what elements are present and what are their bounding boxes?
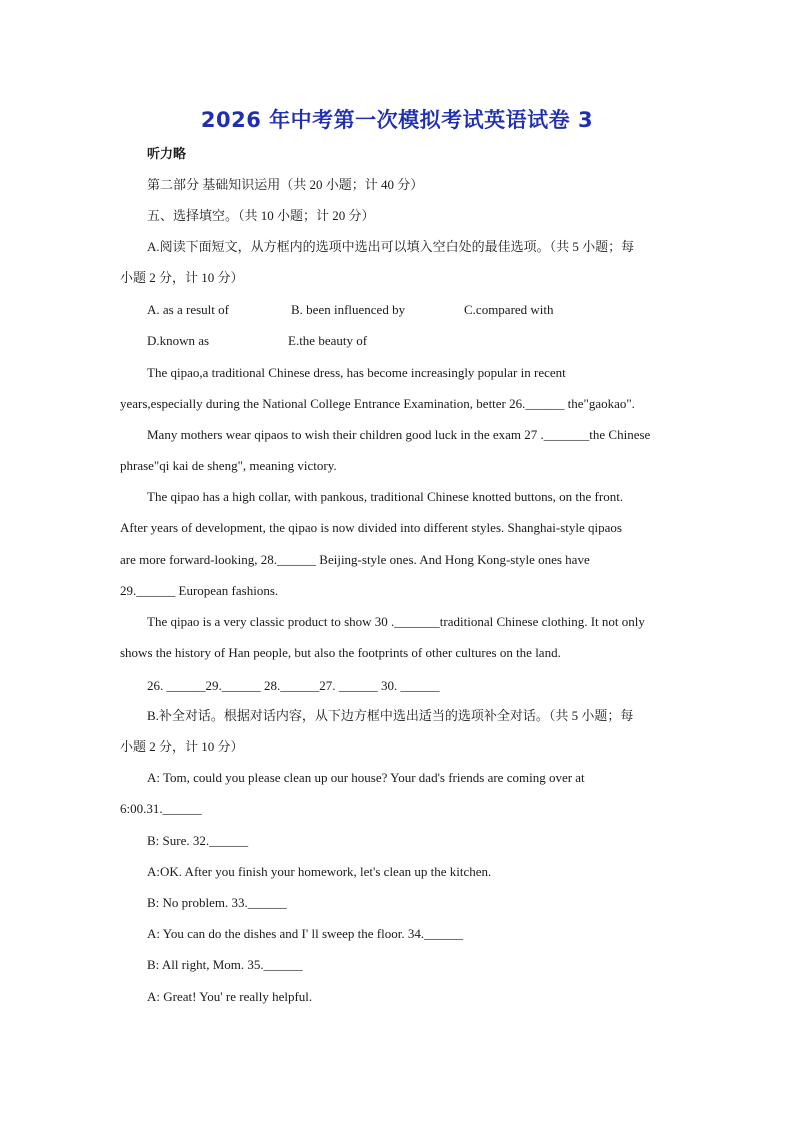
option-b: B. been influenced by: [291, 302, 406, 317]
option-c: C.compared with: [464, 302, 554, 317]
section-b-instruction-2: 小题 2 分，计 10 分）: [120, 739, 244, 754]
passage-line: After years of development, the qipao is now divided into different styles. Shanghai-style qipaos: [120, 520, 622, 535]
passage-line: phrase"qi kai de sheng", meaning victory.: [120, 458, 337, 473]
dialogue-line: A:OK. After you finish your homework, let's clean up the kitchen.: [147, 864, 492, 879]
part2-heading: 第二部分 基础知识运用（共 20 小题；计 40 分）: [147, 177, 424, 192]
passage-line: are more forward-looking, 28.______ Beijing-style ones. And Hong Kong-style ones have: [120, 552, 590, 567]
listening-note: 听力略: [147, 146, 187, 161]
dialogue-line: B: All right, Mom. 35.______: [147, 957, 303, 972]
section-b-instruction-1: B.补全对话。根据对话内容，从下边方框中选出适当的选项补全对话。（共 5 小题；每: [147, 708, 634, 723]
passage-line: The qipao is a very classic product to show 30 ._______traditional Chinese clothing. It not only: [147, 614, 645, 629]
option-e: E.the beauty of: [288, 333, 368, 348]
section5-heading: 五、选择填空。（共 10 小题；计 20 分）: [147, 208, 375, 223]
answer-blanks: 26. ______29.______ 28.______27. ______ 30. ______: [147, 678, 440, 693]
page-title: 2026 年中考第一次模拟考试英语试卷 3: [200, 108, 594, 132]
dialogue-line: B: No problem. 33.______: [147, 895, 287, 910]
passage-line: years,especially during the National College Entrance Examination, better 26.______ the"gaokao".: [120, 396, 635, 411]
passage-line: Many mothers wear qipaos to wish their children good luck in the exam 27 ._______the Chinese: [147, 427, 651, 442]
section-a-instruction-1: A.阅读下面短文，从方框内的选项中选出可以填入空白处的最佳选项。（共 5 小题；每: [147, 239, 635, 254]
dialogue-line: A: Tom, could you please clean up our house? Your dad's friends are coming over at: [147, 770, 585, 785]
passage-line: The qipao,a traditional Chinese dress, has become increasingly popular in recent: [147, 365, 566, 380]
passage-line: The qipao has a high collar, with pankous, traditional Chinese knotted buttons, on the front.: [147, 489, 624, 504]
section-a-instruction-2: 小题 2 分，计 10 分）: [120, 270, 244, 285]
option-a: A. as a result of: [147, 302, 229, 317]
dialogue-line: B: Sure. 32.______: [147, 833, 249, 848]
option-d: D.known as: [147, 333, 210, 348]
dialogue-line: A: You can do the dishes and I' ll sweep the floor. 34.______: [147, 926, 464, 941]
passage-line: shows the history of Han people, but also the footprints of other cultures on the land.: [120, 645, 561, 660]
dialogue-line: A: Great! You' re really helpful.: [147, 989, 313, 1004]
passage-line: 29.______ European fashions.: [120, 583, 279, 598]
dialogue-line: 6:00.31.______: [120, 801, 202, 816]
